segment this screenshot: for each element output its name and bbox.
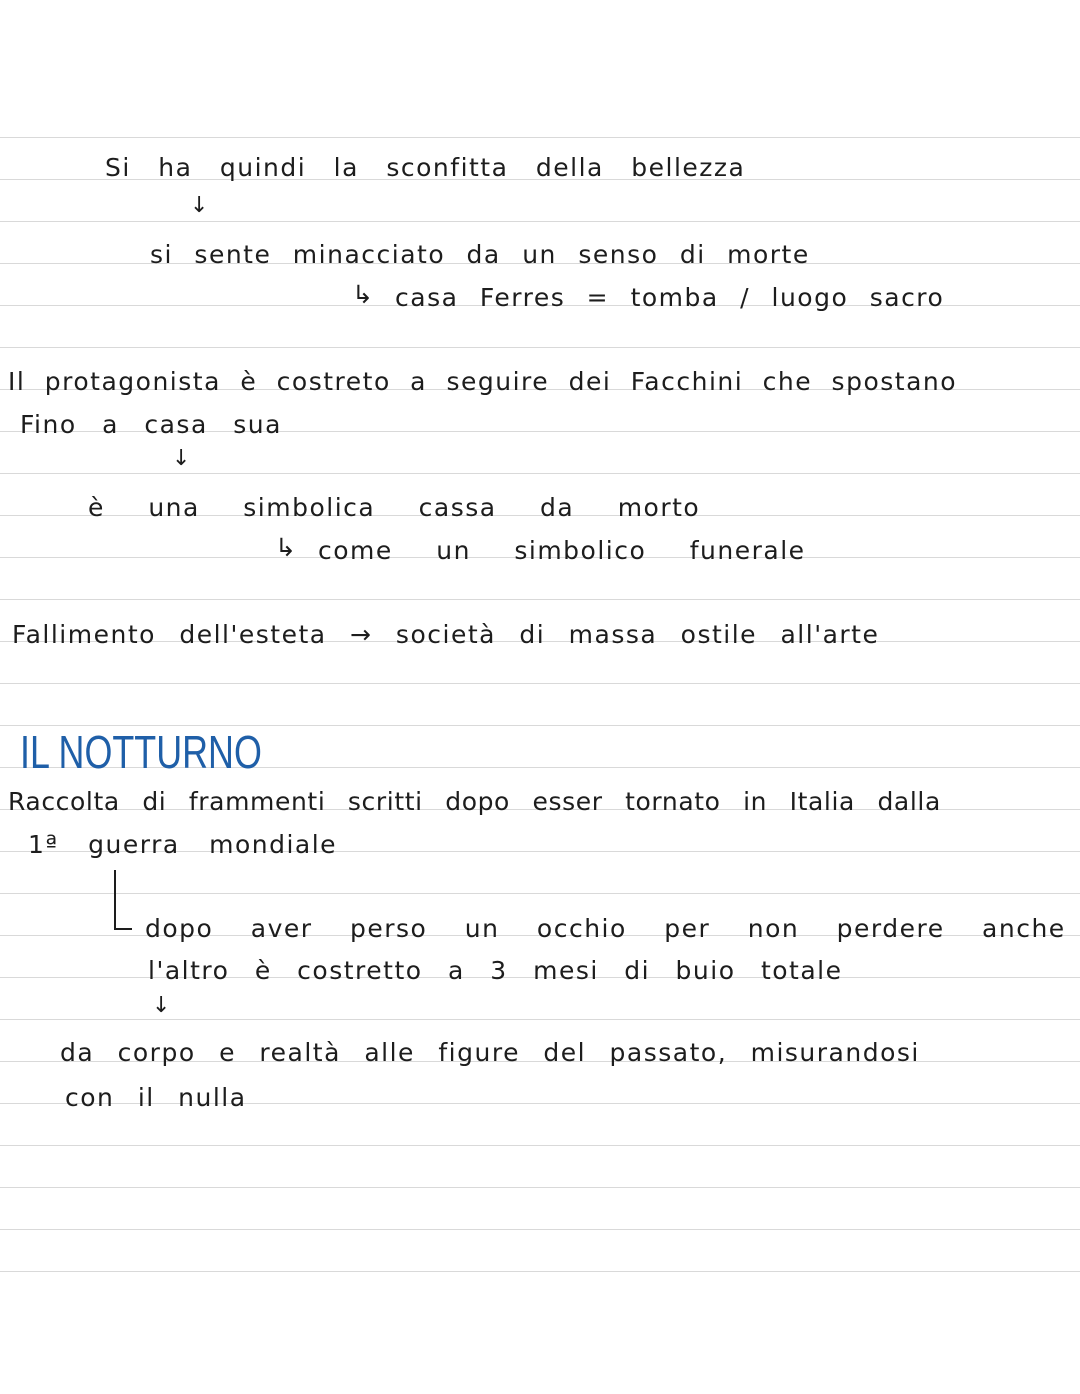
down-arrow-icon: ↓ [152, 993, 171, 1018]
note-line-figure-passato: da corpo e realtà alle figure del passato, misurandosi [60, 1038, 920, 1067]
note-line-raccolta-frammenti: Raccolta di frammenti scritti dopo esser tornato in Italia dalla [8, 787, 941, 816]
ruled-line [0, 1271, 1080, 1272]
note-line-cassa-da-morto: è una simbolica cassa da morto [88, 493, 701, 522]
note-line-fallimento-esteta: Fallimento dell'esteta → società di massa ostile all'arte [12, 620, 880, 649]
ruled-line [0, 137, 1080, 138]
note-line-minacciato: si sente minacciato da un senso di morte [150, 240, 810, 269]
note-line-buio-totale: l'altro è costretto a 3 mesi di buio totale [148, 956, 843, 985]
down-arrow-icon: ↓ [190, 193, 209, 218]
section-heading: IL NOTTURNO [20, 726, 262, 778]
note-line-guerra-mondiale: 1ª guerra mondiale [28, 830, 338, 859]
ruled-line [0, 473, 1080, 474]
ruled-line [0, 893, 1080, 894]
note-line-perso-occhio: dopo aver perso un occhio per non perdere anche [145, 914, 1066, 943]
ruled-line [0, 1187, 1080, 1188]
note-line-sconfitta-bellezza: Si ha quindi la sconfitta della bellezza [105, 153, 746, 182]
note-line-protagonista: Il protagonista è costreto a seguire dei Facchini che spostano [8, 367, 958, 396]
note-line-casa-sua: Fino a casa sua [20, 410, 282, 439]
ruled-line [0, 1145, 1080, 1146]
ruled-line [0, 1229, 1080, 1230]
bracket-hook [114, 870, 132, 930]
ruled-line [0, 347, 1080, 348]
ruled-line [0, 599, 1080, 600]
ruled-line [0, 221, 1080, 222]
ruled-line [0, 683, 1080, 684]
down-arrow-icon: ↓ [172, 446, 191, 471]
note-line-funerale: come un simbolico funerale [318, 536, 806, 565]
ruled-line [0, 1019, 1080, 1020]
subarrow-icon: ↳ [352, 280, 375, 309]
note-line-nulla: con il nulla [65, 1083, 247, 1112]
subarrow-icon: ↳ [275, 533, 298, 562]
note-line-casa-ferres: casa Ferres = tomba / luogo sacro [395, 283, 945, 312]
